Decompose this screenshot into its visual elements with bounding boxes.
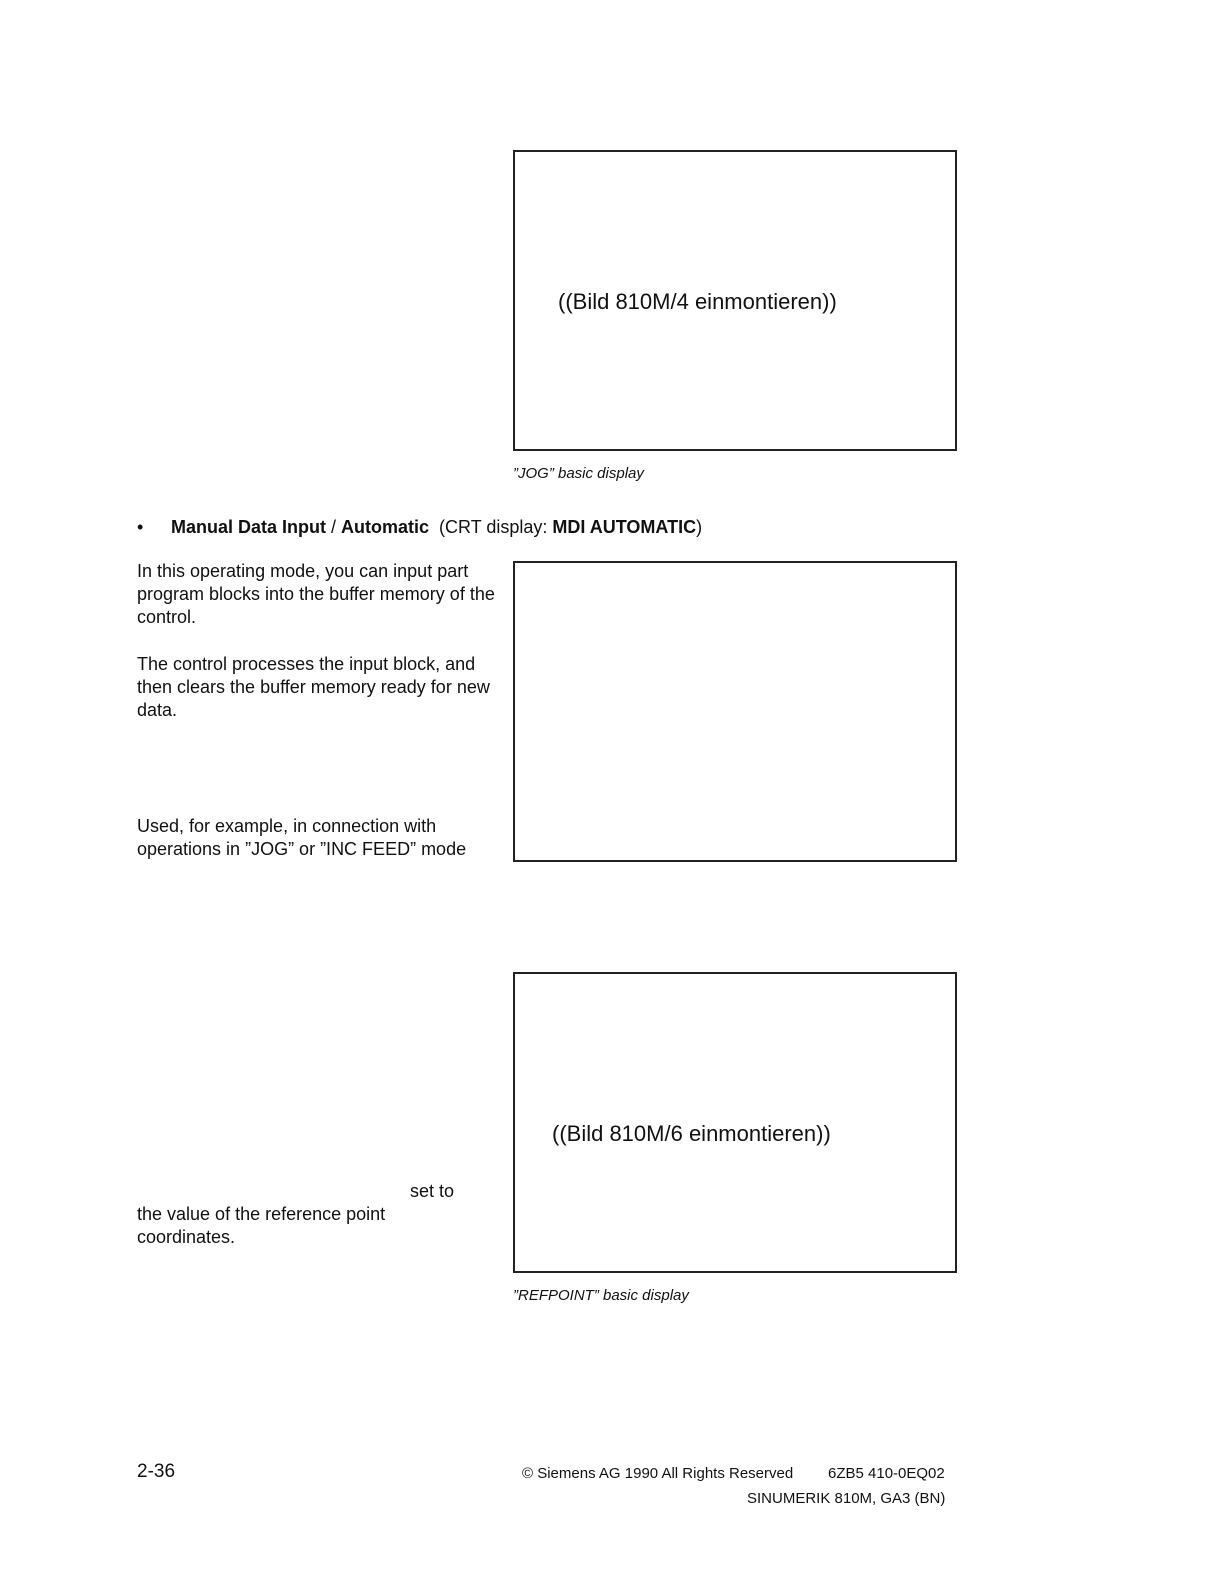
refpoint-display-figure (513, 972, 957, 1273)
mdi-automatic-heading (137, 517, 702, 538)
refpoint-figure-caption: ”REFPOINT” basic display (513, 1287, 689, 1304)
heading-automatic: Automatic (341, 517, 430, 537)
product-name: SINUMERIK 810M, GA3 (BN) (747, 1490, 946, 1507)
mdi-description-para1 (137, 560, 499, 629)
heading-separator: / (326, 517, 342, 537)
jog-figure-caption: ”JOG” basic display (513, 465, 644, 482)
heading-crt-prefix: (CRT display: (429, 517, 553, 537)
mdi-description-para2 (137, 653, 493, 722)
refpoint-text-line1: set to (410, 1181, 455, 1201)
heading-manual-data-input: Manual Data Input (171, 517, 327, 537)
page-number: 2-36 (137, 1461, 176, 1482)
heading-crt-value: MDI AUTOMATIC (552, 517, 697, 537)
copyright-notice: © Siemens AG 1990 All Rights Reserved (522, 1465, 794, 1482)
refpoint-text-line2: the value of the reference point (137, 1204, 386, 1224)
para3-text: Used, for example, in connection with operations in ”JOG” or ”INC FEED” mode (137, 816, 467, 859)
para1-text: In this operating mode, you can input part program blocks into the buffer memory of the control. (137, 561, 495, 627)
para2-text: The control processes the input block, and then clears the buffer memory ready for new data. (137, 654, 490, 720)
mdi-display-figure (513, 561, 957, 862)
jog-figure-placeholder: ((Bild 810M/4 einmontieren)) (558, 289, 837, 314)
jog-display-figure (513, 150, 957, 451)
bullet: • (137, 517, 144, 537)
refpoint-figure-placeholder: ((Bild 810M/6 einmontieren)) (552, 1121, 831, 1146)
mdi-description-para3 (137, 815, 467, 861)
order-number: 6ZB5 410-0EQ02 (828, 1465, 945, 1482)
refpoint-text-line3: coordinates. (137, 1227, 236, 1247)
heading-crt-suffix: ) (696, 517, 703, 537)
